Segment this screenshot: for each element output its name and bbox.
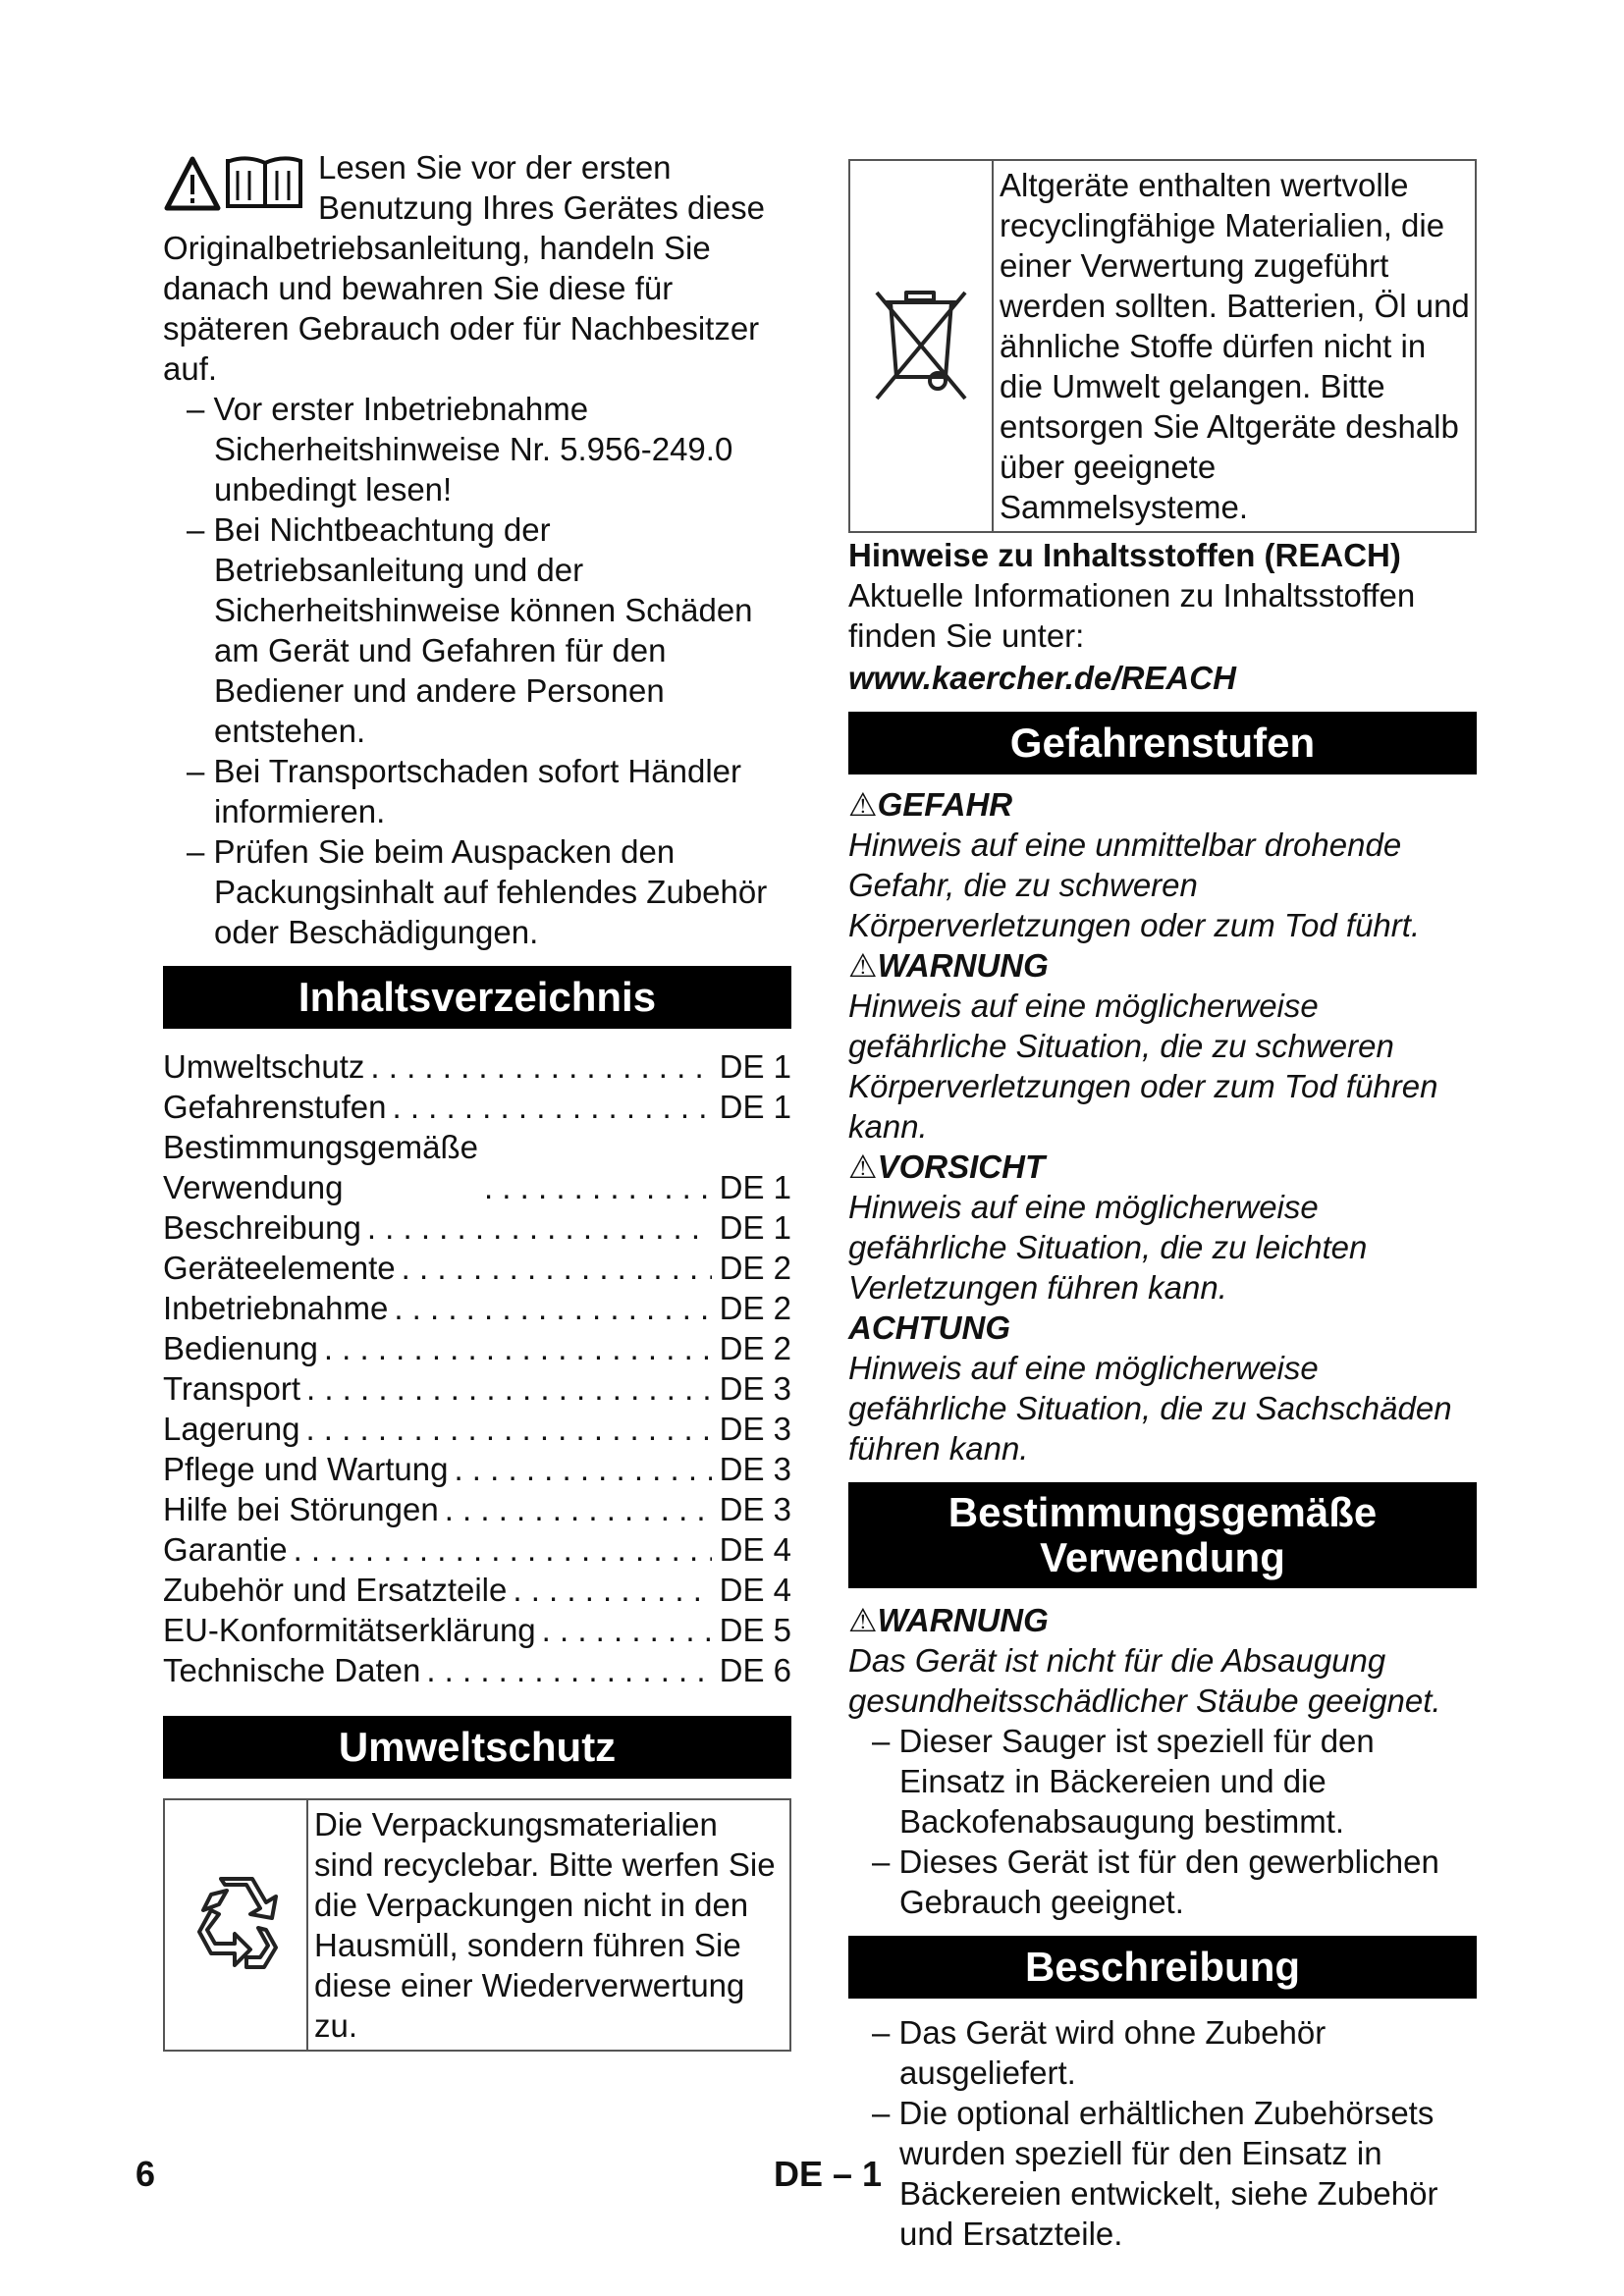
section-page-number: DE – 1 bbox=[774, 2154, 883, 2194]
toc-entry-page: DE 2 bbox=[719, 1250, 791, 1286]
toc-entry-page: DE 1 bbox=[719, 1169, 791, 1205]
warning-triangle-icon: ⚠ bbox=[848, 786, 878, 823]
safety-icons bbox=[163, 153, 310, 214]
hazard-label bbox=[848, 1147, 1477, 1187]
toc-entry-page: DE 2 bbox=[719, 1330, 791, 1366]
toc-entry[interactable] bbox=[163, 1449, 791, 1489]
toc-heading: Inhaltsverzeichnis bbox=[163, 966, 791, 1029]
list-item: – Die optional erhältlichen Zubehörsets wurden speziell für den Einsatz in Bäckereien entwickelt, siehe Zubehör und Ersatzteile. bbox=[848, 2093, 1477, 2254]
crossed-bin-icon bbox=[867, 283, 975, 410]
toc-entry-page: DE 1 bbox=[719, 1048, 791, 1085]
list-item: – Dieses Gerät ist für den gewerblichen Gebrauch geeignet. bbox=[848, 1842, 1477, 1922]
list-item: – Bei Transportschaden sofort Händler informieren. bbox=[163, 751, 791, 831]
toc-entry-label: Hilfe bei Störungen bbox=[163, 1491, 439, 1527]
toc-entry[interactable] bbox=[163, 1087, 791, 1127]
toc-entry-label: Lagerung bbox=[163, 1411, 300, 1447]
reach-title: Hinweise zu Inhaltsstoffen (REACH) bbox=[848, 537, 1401, 573]
hazard-label-text: ACHTUNG bbox=[848, 1309, 1010, 1346]
bestimmung-warning-label-text: WARNUNG bbox=[877, 1602, 1049, 1638]
toc-dots bbox=[448, 1449, 711, 1489]
toc-dots bbox=[318, 1328, 712, 1368]
toc-entry[interactable] bbox=[163, 1046, 791, 1087]
toc-entry-page: DE 3 bbox=[719, 1491, 791, 1527]
bestimmung-heading: Bestimmungsgemäße Verwendung bbox=[848, 1482, 1477, 1588]
weee-text: Altgeräte enthalten wertvolle recyclingfähige Materialien, die einer Verwertung zugeführt werden sollten. Batterien, Öl und ähnliche Stoffe dürfen nicht in die Umwelt gelangen. Bitte entsorgen Sie Altgeräte deshalb über geeignete Sammelsysteme. bbox=[1000, 167, 1470, 525]
toc-entry-label: Beschreibung bbox=[163, 1209, 361, 1246]
hazard-label bbox=[848, 784, 1477, 825]
intro-text: Lesen Sie vor der ersten Benutzung Ihres Gerätes diese Originalbetriebsanleitung, handeln Sie danach und bewahren Sie diese für späteren Gebrauch oder für Nachbesitzer auf. bbox=[163, 149, 765, 387]
toc-entry-label: Garantie bbox=[163, 1531, 288, 1568]
warning-triangle-icon: ⚠ bbox=[848, 1602, 878, 1638]
beschreibung-list bbox=[848, 2012, 1477, 2254]
weee-box bbox=[848, 159, 1477, 533]
toc-entry-label: Technische Daten bbox=[163, 1652, 421, 1688]
intro-list bbox=[163, 389, 791, 952]
toc-dots bbox=[388, 1288, 711, 1328]
hazard-text: Hinweis auf eine möglicherweise gefährliche Situation, die zu leichten Verletzungen führen kann. bbox=[848, 1189, 1368, 1306]
hazard-text: Hinweis auf eine möglicherweise gefährliche Situation, die zu Sachschäden führen kann. bbox=[848, 1350, 1452, 1467]
intro-block bbox=[163, 147, 791, 389]
toc-entry-label: Bedienung bbox=[163, 1330, 318, 1366]
toc-dots bbox=[288, 1529, 712, 1570]
toc-dots bbox=[299, 1409, 711, 1449]
toc-entry-label: Inbetriebnahme bbox=[163, 1290, 389, 1326]
toc-entry[interactable] bbox=[163, 1207, 791, 1248]
toc-dots bbox=[439, 1489, 712, 1529]
hazard-label-text: GEFAHR bbox=[877, 786, 1013, 823]
gefahrenstufen-heading: Gefahrenstufen bbox=[848, 712, 1477, 774]
toc-dots bbox=[396, 1248, 712, 1288]
toc-entry[interactable] bbox=[163, 1328, 791, 1368]
recycling-icon-cell bbox=[165, 1800, 308, 2050]
toc-dots bbox=[361, 1207, 712, 1248]
list-item: – Das Gerät wird ohne Zubehör ausgeliefert. bbox=[848, 2012, 1477, 2093]
warning-manual-icon bbox=[163, 153, 310, 214]
left-column bbox=[163, 147, 791, 2052]
recycling-icon bbox=[182, 1871, 290, 1979]
toc-entry-label: Umweltschutz bbox=[163, 1048, 365, 1085]
toc-entry[interactable] bbox=[163, 1489, 791, 1529]
toc-entry-label: Transport bbox=[163, 1370, 300, 1407]
toc-entry[interactable] bbox=[163, 1127, 791, 1207]
bestimmung-block bbox=[848, 1600, 1477, 1922]
warning-triangle-icon: ⚠ bbox=[848, 947, 878, 984]
beschreibung-heading: Beschreibung bbox=[848, 1936, 1477, 1999]
list-item: – Vor erster Inbetriebnahme Sicherheitshinweise Nr. 5.956-249.0 unbedingt lesen! bbox=[163, 389, 791, 509]
hazard-label bbox=[848, 945, 1477, 986]
toc-entry[interactable] bbox=[163, 1529, 791, 1570]
bestimmung-warning-text: Das Gerät ist nicht für die Absaugung gesundheitsschädlicher Stäube geeignet. bbox=[848, 1642, 1441, 1719]
toc-entry-page: DE 1 bbox=[719, 1089, 791, 1125]
toc-entry-label: Pflege und Wartung bbox=[163, 1451, 449, 1487]
toc-entry-label: Gefahrenstufen bbox=[163, 1089, 387, 1125]
toc-entry[interactable] bbox=[163, 1409, 791, 1449]
toc-entry-page: DE 3 bbox=[719, 1411, 791, 1447]
list-item: – Prüfen Sie beim Auspacken den Packungsinhalt auf fehlendes Zubehör oder Beschädigungen. bbox=[163, 831, 791, 952]
toc-entry[interactable] bbox=[163, 1368, 791, 1409]
toc-dots bbox=[420, 1650, 711, 1690]
toc-dots bbox=[300, 1368, 712, 1409]
recycling-text: Die Verpackungsmaterialien sind recyclebar. Bitte werfen Sie die Verpackungen nicht in den Hausmüll, sondern führen Sie diese einer Wiederverwertung zu. bbox=[314, 1806, 776, 2044]
toc-entry-page: DE 4 bbox=[719, 1531, 791, 1568]
toc-dots bbox=[387, 1087, 712, 1127]
toc-entry[interactable] bbox=[163, 1288, 791, 1328]
toc-entry-page: DE 3 bbox=[719, 1451, 791, 1487]
hazard-label bbox=[848, 1308, 1477, 1348]
toc-dots bbox=[507, 1570, 711, 1610]
page-number: 6 bbox=[135, 2154, 156, 2194]
toc-entry-page: DE 6 bbox=[719, 1652, 791, 1688]
toc-dots bbox=[536, 1610, 712, 1650]
reach-text: Aktuelle Informationen zu Inhaltsstoffen finden Sie unter: bbox=[848, 577, 1416, 654]
right-column bbox=[848, 159, 1477, 2254]
bestimmung-list bbox=[848, 1721, 1477, 1922]
list-item: – Bei Nichtbeachtung der Betriebsanleitung und der Sicherheitshinweise können Schäden am Gerät und Gefahren für den Bediener und andere Personen entstehen. bbox=[163, 509, 791, 751]
recycling-box bbox=[163, 1798, 791, 2052]
list-item: – Dieser Sauger ist speziell für den Einsatz in Bäckereien und die Backofenabsaugung bestimmt. bbox=[848, 1721, 1477, 1842]
hazard-text: Hinweis auf eine möglicherweise gefährliche Situation, die zu schweren Körperverletzungen oder zum Tod führen kann. bbox=[848, 988, 1438, 1145]
toc-entry-label: Zubehör und Ersatzteile bbox=[163, 1572, 508, 1608]
toc-entry[interactable] bbox=[163, 1610, 791, 1650]
toc-entry-page: DE 2 bbox=[719, 1290, 791, 1326]
warning-triangle-icon: ⚠ bbox=[848, 1148, 878, 1185]
table-of-contents bbox=[163, 1046, 791, 1690]
toc-dots bbox=[364, 1046, 711, 1087]
toc-entry-label: Geräteelemente bbox=[163, 1250, 396, 1286]
toc-entry[interactable] bbox=[163, 1650, 791, 1690]
toc-entry-page: DE 3 bbox=[719, 1370, 791, 1407]
toc-entry[interactable] bbox=[163, 1248, 791, 1288]
toc-entry-page: DE 1 bbox=[719, 1209, 791, 1246]
bestimmung-warning-label bbox=[848, 1600, 1477, 1640]
hazard-levels bbox=[848, 784, 1477, 1468]
hazard-label-text: WARNUNG bbox=[877, 947, 1049, 984]
toc-entry-page: DE 4 bbox=[719, 1572, 791, 1608]
reach-link[interactable]: www.kaercher.de/REACH bbox=[848, 660, 1236, 696]
toc-dots bbox=[478, 1167, 712, 1207]
toc-entry-page: DE 5 bbox=[719, 1612, 791, 1648]
hazard-label-text: VORSICHT bbox=[877, 1148, 1046, 1185]
weee-icon-cell bbox=[850, 161, 994, 531]
umweltschutz-heading: Umweltschutz bbox=[163, 1716, 791, 1779]
toc-entry[interactable] bbox=[163, 1570, 791, 1610]
hazard-text: Hinweis auf eine unmittelbar drohende Gefahr, die zu schweren Körperverletzungen oder zum Tod führt. bbox=[848, 827, 1421, 943]
toc-entry-label: EU-Konformitätserklärung bbox=[163, 1612, 536, 1648]
toc-entry-label: Bestimmungsgemäße Verwendung bbox=[163, 1129, 478, 1205]
